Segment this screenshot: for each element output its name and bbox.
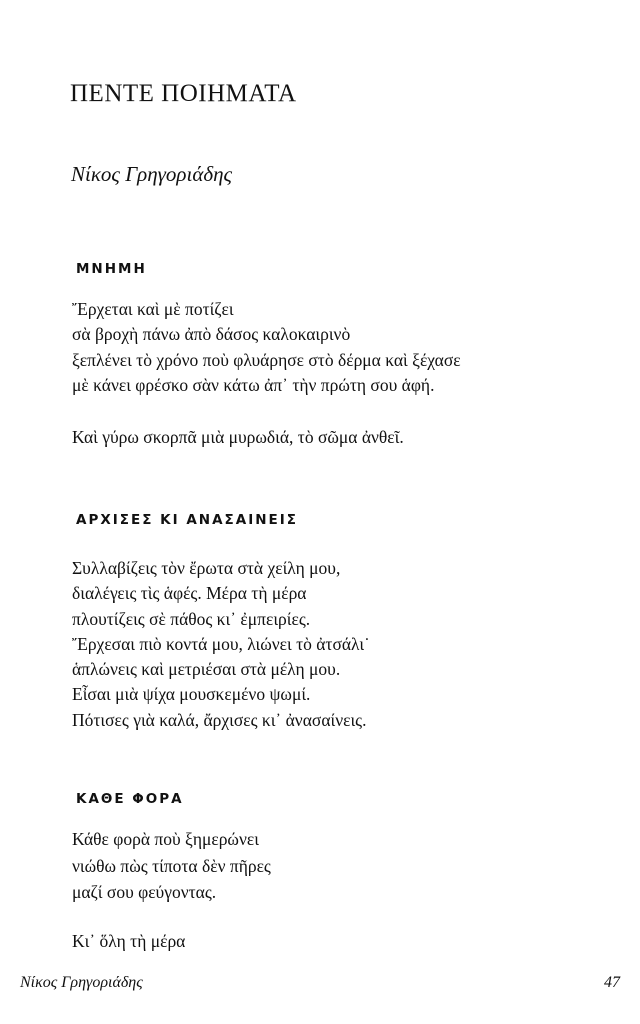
poem-line: ἁπλώνεις καὶ μετριέσαι στὰ μέλη μου. xyxy=(72,659,341,680)
poem-line: Ἔρχεσαι πιὸ κοντά μου, λιώνει τὸ ἀτσάλι˙ xyxy=(72,633,370,654)
poem-line: Πότισες γιὰ καλά, ἄρχισες κι᾽ ἀνασαίνεις. xyxy=(72,709,367,730)
poem-line: Κάθε φορὰ ποὺ ξημερώνει xyxy=(72,829,259,849)
poem-stanza xyxy=(72,928,185,955)
poem-stanza xyxy=(72,297,461,398)
poem-stanza xyxy=(72,425,404,450)
poem-stanza xyxy=(72,826,271,906)
poem-line: Συλλαβίζεις τὸν ἔρωτα στὰ χείλη μου, xyxy=(72,558,341,578)
poem-line: ξεπλένει τὸ χρόνο ποὺ φλυάρησε στὸ δέρμα καὶ ξέχασε xyxy=(72,349,461,370)
poem-stanza xyxy=(72,556,370,733)
poem-line: Ἔρχεται καὶ μὲ ποτίζει xyxy=(72,299,234,319)
poem-line: Καὶ γύρω σκορπᾶ μιὰ μυρωδιά, τὸ σῶμα ἀνθεῖ. xyxy=(72,427,404,447)
author-name: Νίκος Γρηγοριάδης xyxy=(71,162,233,186)
poem-line: διαλέγεις τὶς ἁφές. Μέρα τὴ μέρα xyxy=(72,583,307,604)
poem-line: σὰ βροχὴ πάνω ἀπὸ δάσος καλοκαιρινὸ xyxy=(72,324,351,345)
page-title: ΠΕΝΤΕ ΠΟΙΗΜΑΤΑ xyxy=(70,80,297,107)
poem-line: μαζί σου φεύγοντας. xyxy=(72,882,217,902)
poem-heading-mnimi: ΜΝΗΜΗ xyxy=(76,261,147,277)
poem-heading-kathe-fora: ΚΑΘΕ ΦΟΡΑ xyxy=(76,791,184,807)
footer-author: Νίκος Γρηγοριάδης xyxy=(20,974,143,991)
poem-line: μὲ κάνει φρέσκο σὰν κάτω ἀπ᾽ τὴν πρώτη σου ἁφή. xyxy=(72,374,435,395)
poem-line: Εἶσαι μιὰ ψίχα μουσκεμένο ψωμί. xyxy=(72,684,311,705)
poem-line: νιώθω πὼς τίποτα δὲν πῆρες xyxy=(72,855,271,876)
poem-heading-arxises: ΑΡΧΙΣΕΣ ΚΙ ΑΝΑΣΑΙΝΕΙΣ xyxy=(76,512,298,528)
page-number: 47 xyxy=(604,974,620,991)
poem-line: πλουτίζεις σὲ πάθος κι᾽ ἐμπειρίες. xyxy=(72,608,311,629)
poem-line: Κι᾽ ὅλη τὴ μέρα xyxy=(72,931,186,951)
